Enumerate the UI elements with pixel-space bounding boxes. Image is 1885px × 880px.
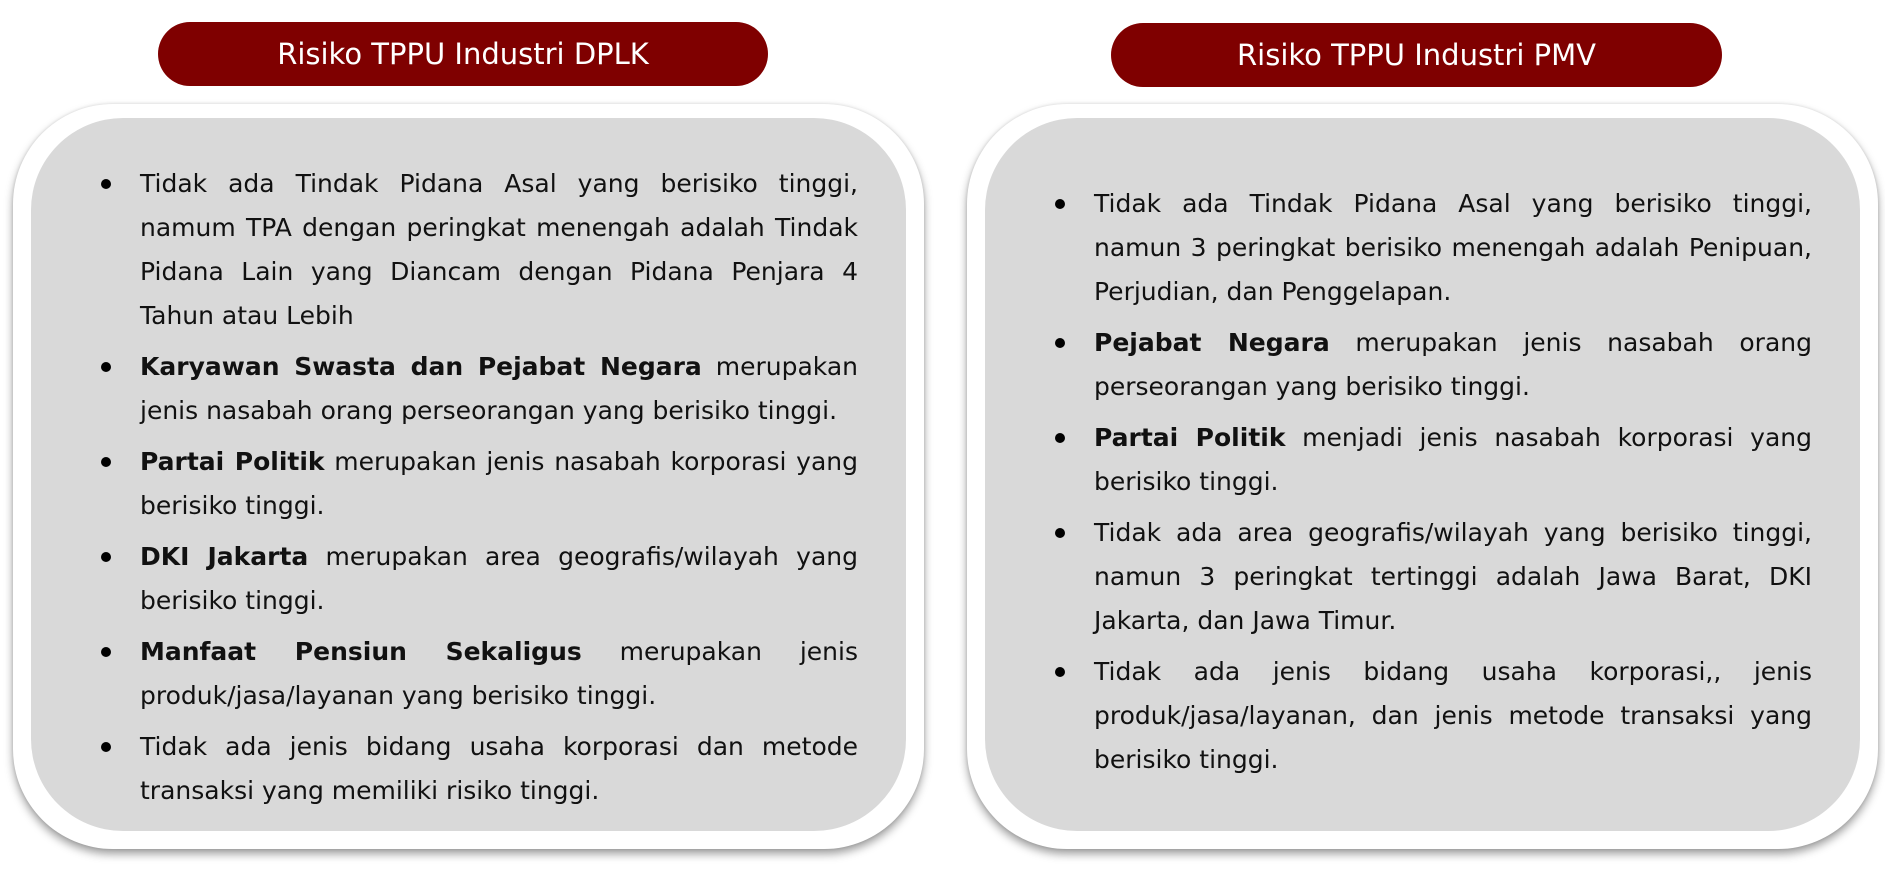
dplk-risk-item-text: merupakan jenis nasabah korporasi yang berisiko tinggi. bbox=[140, 447, 858, 520]
dplk-title-banner: Risiko TPPU Industri DPLK bbox=[158, 22, 768, 86]
bullet-dot-icon bbox=[101, 552, 111, 562]
pmv-risk-item-text: merupakan jenis nasabah orang perseorangan yang berisiko tinggi. bbox=[1094, 328, 1812, 401]
dplk-risk-card-body bbox=[31, 118, 906, 831]
dplk-risk-item bbox=[85, 630, 858, 718]
dplk-risk-item-text: merupakan jenis produk/jasa/layanan yang berisiko tinggi. bbox=[140, 637, 858, 710]
pmv-risk-item bbox=[1039, 416, 1812, 504]
dplk-risk-item bbox=[85, 162, 858, 338]
dplk-risk-item-bold: Partai Politik bbox=[140, 447, 325, 476]
pmv-risk-item-text: menjadi jenis nasabah korporasi yang berisiko tinggi. bbox=[1094, 423, 1812, 496]
bullet-dot-icon bbox=[1055, 433, 1065, 443]
dplk-risk-list bbox=[85, 162, 858, 820]
dplk-risk-item-text: Tidak ada jenis bidang usaha korporasi dan metode transaksi yang memiliki risiko tinggi. bbox=[140, 732, 858, 805]
pmv-risk-item bbox=[1039, 511, 1812, 643]
dplk-risk-item-bold: Karyawan Swasta dan Pejabat Negara bbox=[140, 352, 702, 381]
pmv-title-banner: Risiko TPPU Industri PMV bbox=[1111, 23, 1722, 87]
bullet-dot-icon bbox=[1055, 338, 1065, 348]
pmv-risk-item-bold: Partai Politik bbox=[1094, 423, 1286, 452]
dplk-risk-item bbox=[85, 535, 858, 623]
pmv-risk-item-text: Tidak ada Tindak Pidana Asal yang berisiko tinggi, namun 3 peringkat berisiko menengah adalah Penipuan, Perjudian, dan Penggelapan. bbox=[1094, 189, 1812, 306]
bullet-dot-icon bbox=[1055, 199, 1065, 209]
dplk-risk-item bbox=[85, 345, 858, 433]
pmv-risk-item bbox=[1039, 650, 1812, 782]
bullet-dot-icon bbox=[101, 362, 111, 372]
dplk-risk-item bbox=[85, 440, 858, 528]
bullet-dot-icon bbox=[101, 742, 111, 752]
pmv-risk-item-text: Tidak ada jenis bidang usaha korporasi,, jenis produk/jasa/layanan, dan jenis metode transaksi yang berisiko tinggi. bbox=[1094, 657, 1812, 774]
dplk-risk-card bbox=[13, 104, 924, 849]
pmv-risk-item-text: Tidak ada area geografis/wilayah yang berisiko tinggi, namun 3 peringkat tertinggi adalah Jawa Barat, DKI Jakarta, dan Jawa Timur. bbox=[1094, 518, 1812, 635]
pmv-risk-card bbox=[967, 104, 1878, 849]
bullet-dot-icon bbox=[101, 647, 111, 657]
pmv-risk-item-bold: Pejabat Negara bbox=[1094, 328, 1330, 357]
dplk-risk-item-bold: Manfaat Pensiun Sekaligus bbox=[140, 637, 582, 666]
bullet-dot-icon bbox=[101, 457, 111, 467]
dplk-risk-item-text: merupakan area geografis/wilayah yang berisiko tinggi. bbox=[140, 542, 858, 615]
bullet-dot-icon bbox=[1055, 528, 1065, 538]
dplk-risk-item-bold: DKI Jakarta bbox=[140, 542, 309, 571]
dplk-risk-item bbox=[85, 725, 858, 813]
pmv-risk-list bbox=[1039, 182, 1812, 789]
dplk-risk-item-text: Tidak ada Tindak Pidana Asal yang berisiko tinggi, namum TPA dengan peringkat menengah adalah Tindak Pidana Lain yang Diancam dengan Pidana Penjara 4 Tahun atau Lebih bbox=[140, 169, 858, 330]
pmv-risk-item bbox=[1039, 182, 1812, 314]
bullet-dot-icon bbox=[101, 179, 111, 189]
dplk-risk-item-text: merupakan jenis nasabah orang perseorangan yang berisiko tinggi. bbox=[140, 352, 858, 425]
pmv-risk-card-body bbox=[985, 118, 1860, 831]
pmv-risk-item bbox=[1039, 321, 1812, 409]
bullet-dot-icon bbox=[1055, 667, 1065, 677]
